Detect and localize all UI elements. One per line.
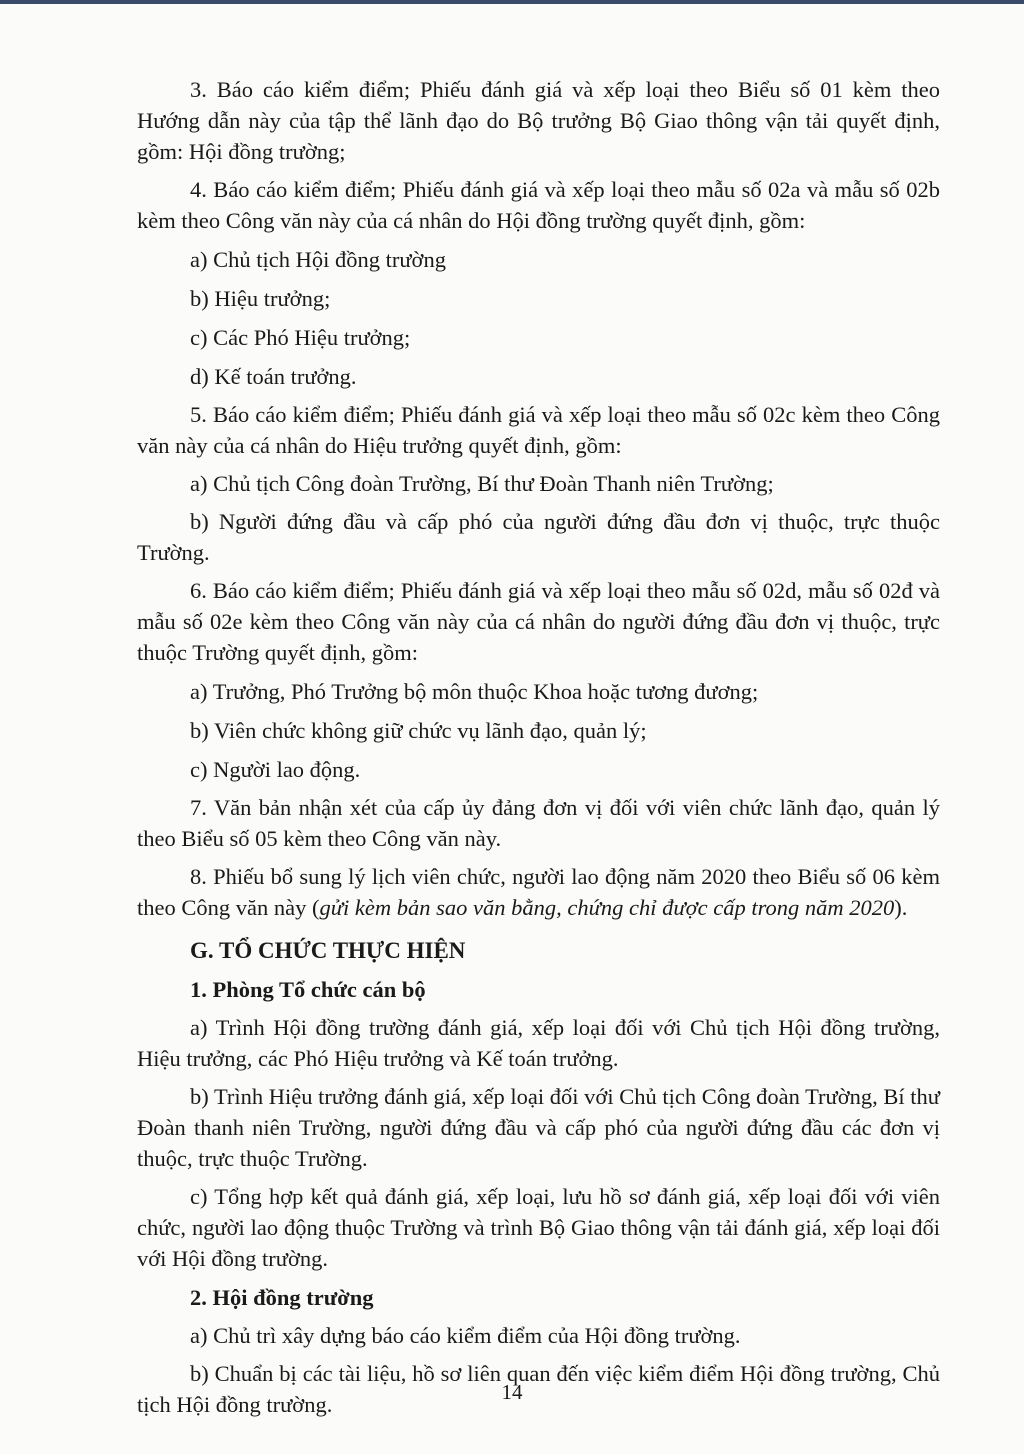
paragraph-8 (137, 861, 940, 923)
paragraph-8-text: 8. Phiếu bổ sung lý lịch viên chức, người lao động năm 2020 theo Biểu số 06 kèm theo Công văn này ( (137, 864, 940, 920)
paragraph-7: 7. Văn bản nhận xét của cấp ủy đảng đơn vị đối với viên chức lãnh đạo, quản lý theo Biểu số 05 kèm theo Công văn này. (137, 795, 940, 851)
subsection-1-item-b: b) Trình Hiệu trưởng đánh giá, xếp loại đối với Chủ tịch Công đoàn Trường, Bí thư Đoàn thanh niên Trường, người đứng đầu và cấp phó của người đứng đầu các đơn vị thuộc, trực thuộc Trường. (137, 1084, 940, 1171)
section-heading: G. TỔ CHỨC THỰC HIỆN (190, 938, 466, 963)
paragraph-8-italic: gửi kèm bản sao văn bằng, chứng chỉ được cấp trong năm 2020 (319, 895, 895, 920)
page-top-edge (0, 0, 1024, 4)
paragraph-6: 6. Báo cáo kiểm điểm; Phiếu đánh giá và xếp loại theo mẫu số 02d, mẫu số 02đ và mẫu số 02e kèm theo Công văn này của cá nhân do người đứng đầu đơn vị thuộc, trực thuộc Trường quyết định, gồm: (137, 578, 940, 665)
subsection-2-item-b: b) Chuẩn bị các tài liệu, hồ sơ liên quan đến việc kiểm điểm Hội đồng trường, Chủ tịch Hội đồng trường. (137, 1361, 940, 1417)
subsection-2-item-a: a) Chủ trì xây dựng báo cáo kiểm điểm của Hội đồng trường. (190, 1323, 741, 1348)
list-item: d) Kế toán trưởng. (190, 364, 357, 389)
page-number: 14 (501, 1380, 523, 1404)
subsection-1-item-a: a) Trình Hội đồng trường đánh giá, xếp loại đối với Chủ tịch Hội đồng trường, Hiệu trưởng, các Phó Hiệu trưởng và Kế toán trưởng. (137, 1015, 940, 1071)
paragraph-5: 5. Báo cáo kiểm điểm; Phiếu đánh giá và xếp loại theo mẫu số 02c kèm theo Công văn này của cá nhân do Hiệu trưởng quyết định, gồm: (137, 402, 940, 458)
paragraph-4: 4. Báo cáo kiểm điểm; Phiếu đánh giá và xếp loại theo mẫu số 02a và mẫu số 02b kèm theo Công văn này của cá nhân do Hội đồng trường quyết định, gồm: (137, 177, 940, 233)
list-item: c) Các Phó Hiệu trưởng; (190, 325, 411, 350)
subsection-title: 1. Phòng Tổ chức cán bộ (190, 977, 426, 1002)
document-page (137, 74, 940, 1420)
list-item: a) Chủ tịch Hội đồng trường (190, 247, 446, 272)
list-item: b) Hiệu trưởng; (190, 286, 331, 311)
subsection-1-item-c: c) Tổng hợp kết quả đánh giá, xếp loại, lưu hồ sơ đánh giá, xếp loại đối với viên chức, người lao động thuộc Trường và trình Bộ Giao thông vận tải đánh giá, xếp loại đối với Hội đồng trường. (137, 1184, 940, 1271)
subsection-title: 2. Hội đồng trường (190, 1285, 374, 1310)
list-item: a) Chủ tịch Công đoàn Trường, Bí thư Đoàn Thanh niên Trường; (190, 471, 774, 496)
paragraph-5b: b) Người đứng đầu và cấp phó của người đứng đầu đơn vị thuộc, trực thuộc Trường. (137, 509, 940, 565)
paragraph-8-end: ). (894, 895, 908, 920)
list-item: c) Người lao động. (190, 757, 361, 782)
list-item: a) Trưởng, Phó Trưởng bộ môn thuộc Khoa hoặc tương đương; (190, 679, 759, 704)
paragraph-3: 3. Báo cáo kiểm điểm; Phiếu đánh giá và xếp loại theo Biểu số 01 kèm theo Hướng dẫn này của tập thể lãnh đạo do Bộ trưởng Bộ Giao thông vận tải quyết định, gồm: Hội đồng trường; (137, 77, 940, 164)
list-item: b) Viên chức không giữ chức vụ lãnh đạo, quản lý; (190, 718, 647, 743)
